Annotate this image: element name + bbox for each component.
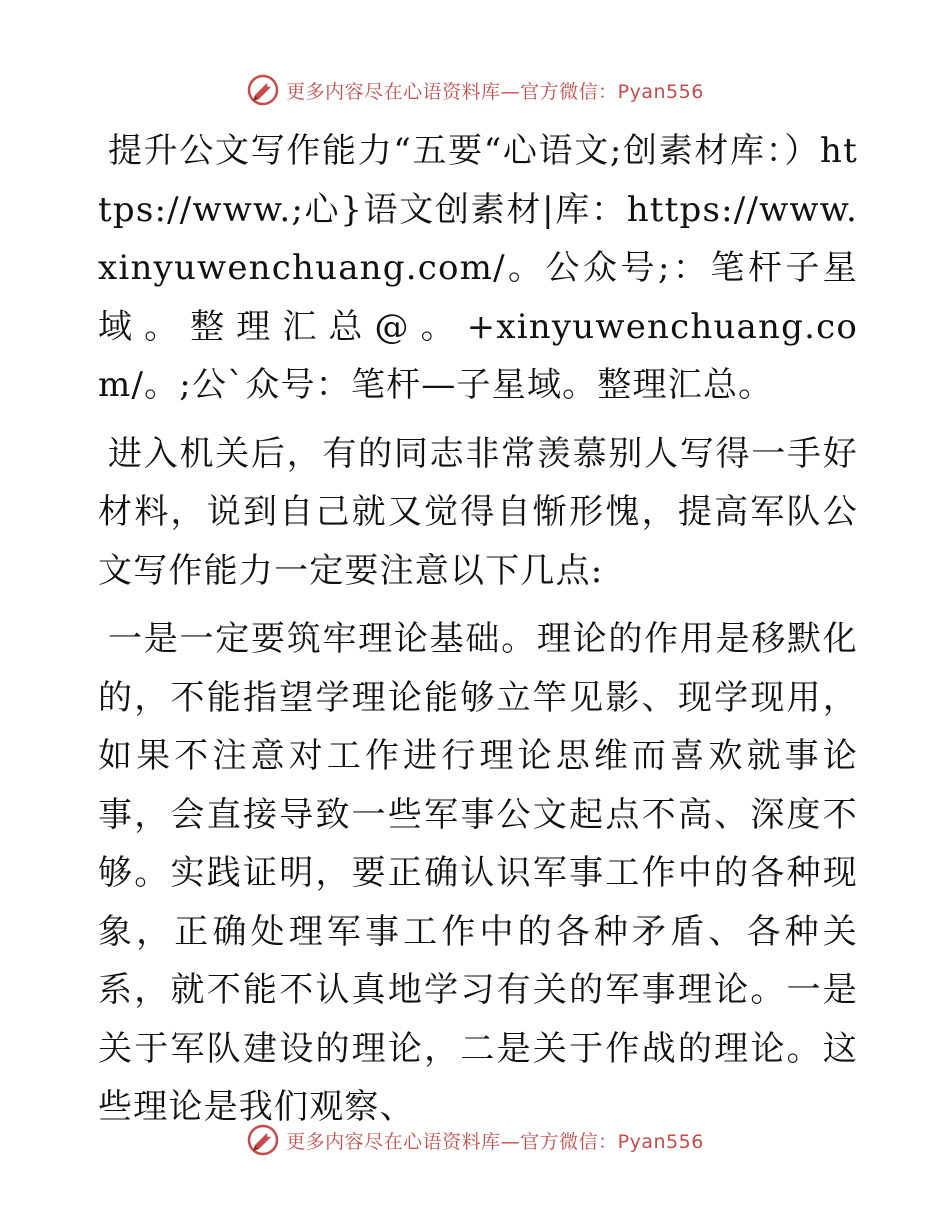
- footer-banner: [0, 1120, 950, 1160]
- header-banner: [0, 70, 950, 110]
- paragraph-2: 进入机关后，有的同志非常羡慕别人写得一手好材料，说到自己就又觉得自惭形愧，提高军队公文写作能力一定要注意以下几点:: [98, 433, 858, 591]
- banner-dash: —: [500, 1130, 521, 1153]
- brand-logo-icon: [246, 73, 280, 107]
- footer-banner-inner: [246, 1123, 704, 1157]
- banner-main-text: 更多内容尽在心语资料库: [286, 80, 501, 103]
- brand-logo-icon: [246, 1123, 280, 1157]
- paragraph-1: 提升公文写作能力“五要“心语文;创素材库：）https://www.;心}语文创素材|库：https://www.xinyuwenchuang.com/。公众号;：笔杆子星域。整理汇总@。+xinyuwenchuang.com/。;公`众号：笔杆—子星域。整理汇总。: [98, 131, 858, 405]
- banner-wechat-text: 官方微信：Pyan556: [520, 80, 704, 103]
- header-banner-text: [286, 77, 704, 104]
- footer-banner-text: [286, 1127, 704, 1154]
- paragraph-3: 一是一定要筑牢理论基础。理论的作用是移默化的，不能指望学理论能够立竿见影、现学现用，如果不注意对工作进行理论思维而喜欢就事论事，会直接导致一些军事公文起点不高、深度不够。实践证明，要正确认识军事工作中的各种现象，正确处理军事工作中的各种矛盾、各种关系，就不能不认真地学习有关的军事理论。一是关于军队建设的理论，二是关于作战的理论。这些理论是我们观察、: [98, 619, 858, 1127]
- header-banner-inner: [246, 73, 704, 107]
- banner-dash: —: [500, 80, 521, 103]
- banner-wechat-text: 官方微信：Pyan556: [520, 1130, 704, 1153]
- banner-main-text: 更多内容尽在心语资料库: [286, 1130, 501, 1153]
- document-body: [98, 122, 858, 1147]
